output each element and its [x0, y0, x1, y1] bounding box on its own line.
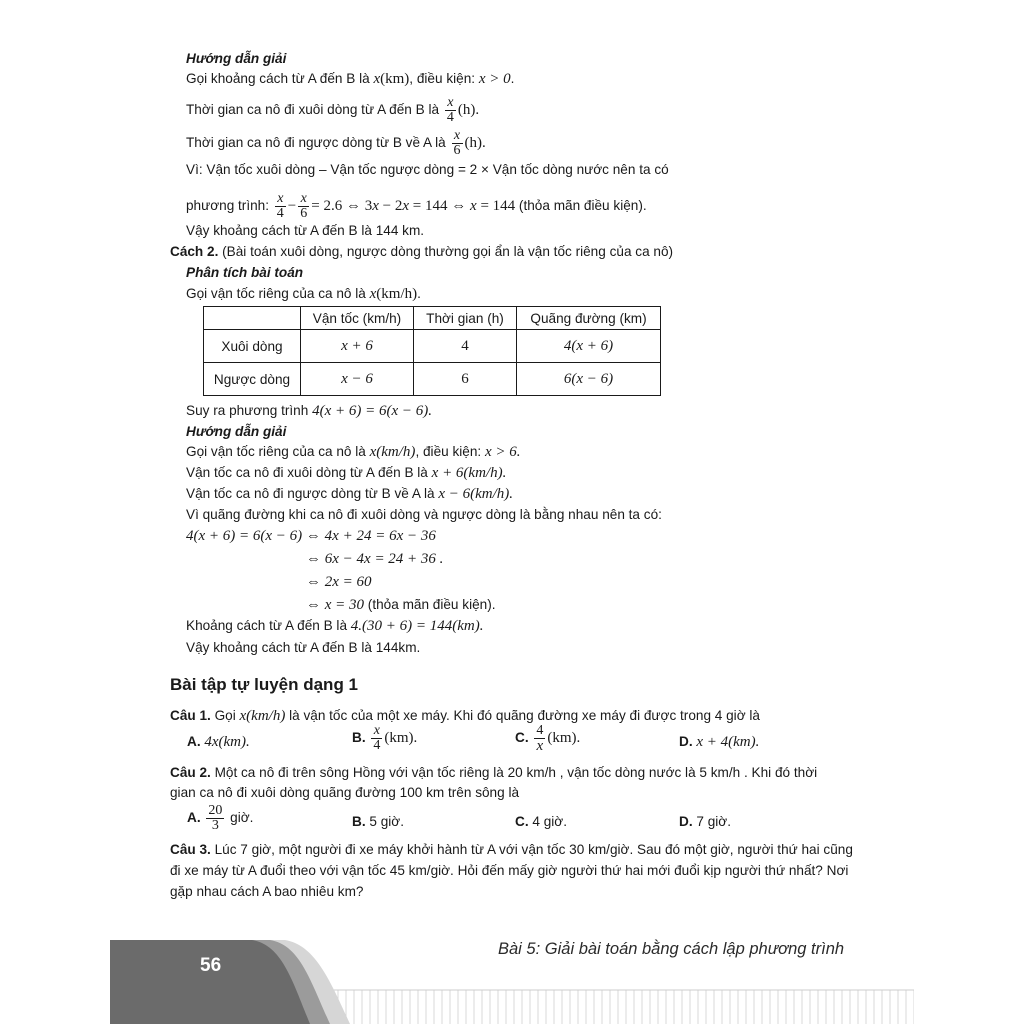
equation-line: 4(x + 6) = 6(x − 6) ⇔ 4x + 24 = 6x − 36	[186, 528, 436, 544]
table-header-row	[204, 307, 661, 330]
table-row	[204, 330, 661, 363]
solution-line: Khoảng cách từ A đến B là 4.(30 + 6) = 144(km).	[186, 618, 484, 634]
fraction: $\frac{20}{3}$	[208, 803, 223, 833]
equation-line: ⇔ x = 30 (thỏa mãn điều kiện).	[306, 597, 496, 613]
option-c: C. 4 giờ.	[515, 814, 567, 829]
equation-line: phương trình: $\frac{x}{4}$ − $\frac{x}{6}$ = 2.6 ⇔ 3x − 2x = 144 ⇔ x = 144 (thỏa mãn điều kiện).	[186, 191, 647, 221]
option-d: D. 7 giờ.	[679, 814, 731, 829]
option-b: B. $\frac{x}{4}$ (km).	[352, 723, 418, 753]
table-header-cell: Thời gian (h)	[414, 307, 517, 330]
solution-line: Gọi vận tốc riêng của ca nô là x(km/h), điều kiện: x > 6.	[186, 444, 521, 460]
solution-heading: Hướng dẫn giải	[186, 424, 287, 439]
fraction: $\frac{4}{x}$	[536, 723, 544, 754]
solution-line: Thời gian ca nô đi xuôi dòng từ A đến B là $\frac{x}{4}$ (h).	[186, 95, 480, 125]
question-2-line: gian ca nô đi xuôi dòng quãng đường 100 km trên sông là	[170, 785, 520, 800]
solution-line: Vì: Vận tốc xuôi dòng – Vận tốc ngược dòng = 2 × Vận tốc dòng nước nên ta có	[186, 162, 669, 177]
fraction: $\frac{x}{6}$	[453, 128, 461, 158]
table-row	[204, 363, 661, 396]
table-cell: Xuôi dòng	[204, 330, 301, 363]
section-title: Bài tập tự luyện dạng 1	[170, 675, 359, 694]
option-a: A. $\frac{20}{3}$ giờ.	[187, 803, 254, 833]
table-cell: 4(x + 6)	[517, 330, 661, 363]
option-c: C. $\frac{4}{x}$ (km).	[515, 723, 581, 754]
equation-line: ⇔ 6x − 4x = 24 + 36 .	[306, 551, 444, 567]
fraction: $\frac{x}{4}$	[276, 191, 284, 221]
fraction: $\frac{x}{4}$	[373, 723, 381, 753]
method-2-intro: Cách 2. (Bài toán xuôi dòng, ngược dòng thường gọi ẩn là vận tốc riêng của ca nô)	[170, 244, 674, 259]
table-cell: x − 6	[301, 363, 414, 396]
equation-line: Suy ra phương trình 4(x + 6) = 6(x − 6).	[186, 403, 432, 419]
option-b: B. 5 giờ.	[352, 814, 404, 829]
table-header-cell	[204, 307, 301, 330]
fraction: $\frac{x}{4}$	[446, 95, 454, 125]
question-3-line: đi xe máy từ A đuổi theo với vận tốc 45 km/giờ. Hỏi đến mấy giờ người thứ hai mới đuổi kịp người thứ nhất? Nơi	[170, 863, 849, 878]
analysis-table	[203, 306, 661, 396]
question-3: Câu 3. Lúc 7 giờ, một người đi xe máy khởi hành từ A với vận tốc 30 km/giờ. Sau đó một giờ, người thứ hai cũng	[170, 842, 853, 857]
question-1: Câu 1. Gọi x(km/h) là vận tốc của một xe máy. Khi đó quãng đường xe máy đi được trong 4 giờ là	[170, 708, 760, 724]
solution-line: Gọi khoảng cách từ A đến B là x(km), điều kiện: x > 0.	[186, 71, 515, 87]
solution-line: Vậy khoảng cách từ A đến B là 144km.	[186, 640, 421, 655]
option-a: A. 4x(km).	[187, 734, 250, 750]
solution-line: Vì quãng đường khi ca nô đi xuôi dòng và ngược dòng là bằng nhau nên ta có:	[186, 507, 662, 522]
table-header-cell: Quãng đường (km)	[517, 307, 661, 330]
page-number: 56	[200, 955, 222, 976]
solution-line: Vận tốc ca nô đi xuôi dòng từ A đến B là x + 6(km/h).	[186, 465, 507, 481]
analysis-line: Gọi vận tốc riêng của ca nô là x(km/h).	[186, 286, 421, 302]
table-cell: 6	[414, 363, 517, 396]
equation-line: ⇔ 2x = 60	[306, 574, 372, 590]
table-cell: 6(x − 6)	[517, 363, 661, 396]
option-d: D. x + 4(km).	[679, 734, 760, 750]
fraction: $\frac{x}{6}$	[300, 191, 308, 221]
table-cell: Ngược dòng	[204, 363, 301, 396]
analysis-heading: Phân tích bài toán	[186, 265, 304, 280]
table-header-cell: Vận tốc (km/h)	[301, 307, 414, 330]
solution-line: Vận tốc ca nô đi ngược dòng từ B về A là x − 6(km/h).	[186, 486, 514, 502]
table-cell: x + 6	[301, 330, 414, 363]
table-cell: 4	[414, 330, 517, 363]
solution-line: Vậy khoảng cách từ A đến B là 144 km.	[186, 223, 425, 238]
footer-title: Bài 5: Giải bài toán bằng cách lập phương trình	[498, 940, 845, 958]
solution-line: Thời gian ca nô đi ngược dòng từ B về A là $\frac{x}{6}$ (h).	[186, 128, 486, 158]
question-2: Câu 2. Một ca nô đi trên sông Hồng với vận tốc riêng là 20 km/h , vận tốc dòng nước là 5 km/h . Khi đó thời	[170, 765, 818, 780]
question-3-line: gặp nhau cách A bao nhiêu km?	[170, 884, 364, 899]
solution-heading: Hướng dẫn giải	[186, 51, 287, 66]
